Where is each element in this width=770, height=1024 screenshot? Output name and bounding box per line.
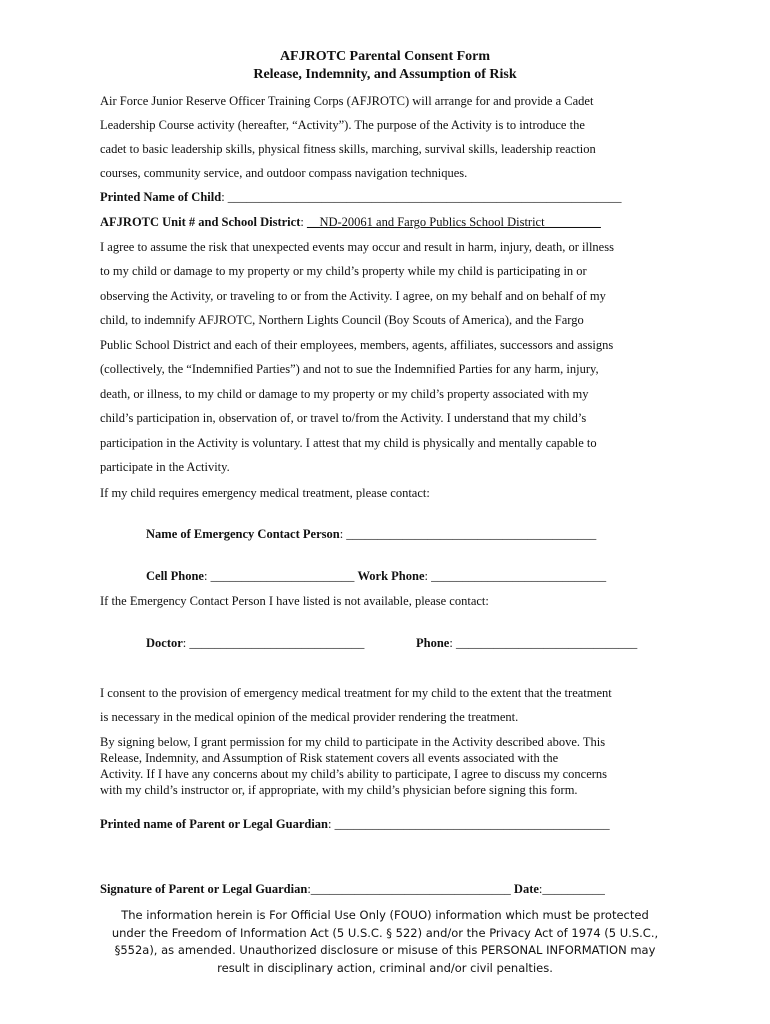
doctor-phone-label: Phone (416, 636, 450, 650)
doctor-field[interactable] (146, 636, 364, 651)
child-name-field[interactable] (100, 190, 622, 205)
fouo-line: under the Freedom of Information Act (5 U.S.C. § 522) and/or the Privacy Act of 1974 (5 U.S.C., (111, 925, 659, 940)
child-name-blank[interactable]: : _______________________________________________________________ (221, 190, 622, 204)
date-blank[interactable]: :__________ (538, 882, 605, 896)
emergency-contact-field[interactable] (146, 527, 596, 542)
doctor-phone-blank[interactable]: : _____________________________ (449, 636, 638, 650)
phone-fields (146, 569, 606, 584)
agreement-line: (collectively, the “Indemnified Parties”) and not to sue the Indemnified Parties for any harm, injury, (100, 362, 599, 376)
parent-name-field[interactable] (100, 817, 610, 832)
agreement-line: to my child or damage to my property or my child’s property while my child is participating in or (100, 264, 587, 278)
unit-separator: : (300, 215, 307, 229)
emergency-contact-blank[interactable]: : ________________________________________ (339, 527, 597, 541)
agreement-line: child’s participation in, observation of, or travel to/from the Activity. I understand that my child’s (100, 411, 587, 425)
fouo-notice (80, 907, 690, 977)
intro-line: courses, community service, and outdoor compass navigation techniques. (100, 166, 468, 180)
doctor-blank[interactable]: : ____________________________ (182, 636, 365, 650)
parent-name-label: Printed name of Parent or Legal Guardian (100, 817, 328, 831)
agreement-line: participate in the Activity. (100, 460, 230, 474)
emergency-intro: If my child requires emergency medical treatment, please contact: (100, 486, 430, 500)
alternate-contact-intro: If the Emergency Contact Person I have listed is not available, please contact: (100, 594, 489, 608)
work-phone-blank[interactable]: : ____________________________ (424, 569, 607, 583)
signing-line: Activity. If I have any concerns about my child’s ability to participate, I agree to discuss my concerns (100, 767, 608, 781)
emergency-contact-label: Name of Emergency Contact Person (146, 527, 340, 541)
child-name-label: Printed Name of Child (100, 190, 222, 204)
signing-line: with my child’s instructor or, if appropriate, with my child’s physician before signing this form. (100, 783, 578, 797)
cell-phone-blank[interactable]: : _______________________ (203, 569, 358, 583)
fouo-line: result in disciplinary action, criminal and/or civil penalties. (217, 960, 553, 975)
intro-line: Air Force Junior Reserve Officer Training Corps (AFJROTC) will arrange for and provide a Cadet (100, 94, 594, 108)
date-label: Date (513, 882, 539, 896)
agreement-line: I agree to assume the risk that unexpected events may occur and result in harm, injury, death, or illness (100, 240, 614, 254)
intro-line: Leadership Course activity (hereafter, “Activity”). The purpose of the Activity is to introduce the (100, 118, 585, 132)
doctor-label: Doctor (146, 636, 183, 650)
signing-line: By signing below, I grant permission for my child to participate in the Activity described above. This (100, 735, 606, 749)
signing-line: Release, Indemnity, and Assumption of Risk statement covers all events associated with the (100, 751, 559, 765)
signature-field[interactable] (100, 882, 605, 897)
unit-value[interactable]: __ND-20061 and Fargo Publics School District_________ (306, 215, 601, 229)
agreement-line: observing the Activity, or traveling to or from the Activity. I agree, on my behalf and on behalf of my (100, 289, 606, 303)
agreement-line: death, or illness, to my child or damage to my property or my child’s property associated with my (100, 387, 589, 401)
signature-label: Signature of Parent or Legal Guardian (100, 882, 308, 896)
parent-name-blank[interactable]: : ____________________________________________ (328, 817, 610, 831)
agreement-line: Public School District and each of their employees, members, agents, affiliates, successors and assigns (100, 338, 614, 352)
form-title: AFJROTC Parental Consent Form (279, 49, 491, 64)
intro-line: cadet to basic leadership skills, physical fitness skills, marching, survival skills, leadership reaction (100, 142, 596, 156)
work-phone-label: Work Phone (357, 569, 425, 583)
consent-line: is necessary in the medical opinion of the medical provider rendering the treatment. (100, 710, 519, 724)
fouo-line: §552a), as amended. Unauthorized disclosure or misuse of this PERSONAL INFORMATION may (114, 943, 656, 957)
signature-blank[interactable]: :________________________________ (307, 882, 514, 896)
unit-label: AFJROTC Unit # and School District (100, 215, 301, 229)
form-subtitle: Release, Indemnity, and Assumption of Risk (253, 67, 517, 82)
cell-phone-label: Cell Phone (146, 569, 204, 583)
consent-line: I consent to the provision of emergency medical treatment for my child to the extent that the treatment (100, 686, 612, 700)
agreement-line: participation in the Activity is voluntary. I attest that my child is physically and mentally capable to (100, 436, 597, 450)
unit-field[interactable] (100, 215, 601, 230)
doctor-phone-field[interactable] (416, 636, 637, 651)
fouo-line: The information herein is For Official Use Only (FOUO) information which must be protected (121, 908, 649, 922)
agreement-line: child, to indemnify AFJROTC, Northern Lights Council (Boy Scouts of America), and the Fargo (100, 313, 584, 327)
